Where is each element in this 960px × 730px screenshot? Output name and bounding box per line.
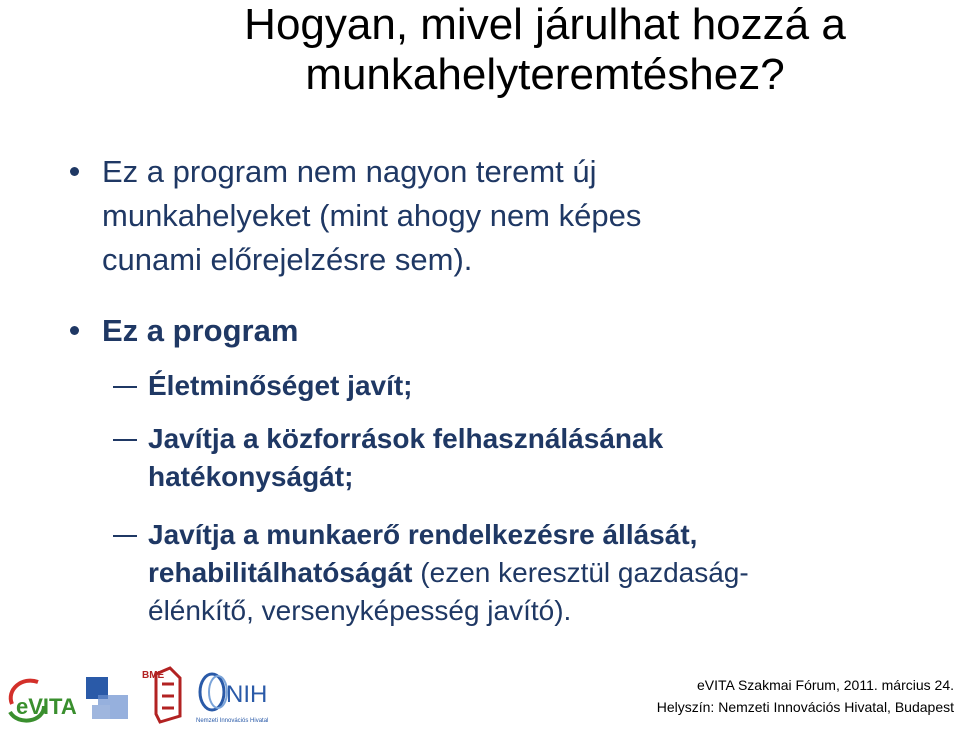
sub-bullet-3-line bbox=[148, 554, 908, 592]
sub-bullet-3-rest: (ezen keresztül gazdaság- bbox=[412, 557, 749, 588]
sub-bullet-3-line: élénkítő, versenyképesség javító). bbox=[148, 595, 572, 626]
logo-strip bbox=[0, 660, 300, 729]
bullet-dot bbox=[70, 326, 79, 335]
bme-logo bbox=[140, 664, 188, 726]
partner-logo bbox=[84, 675, 134, 725]
evita-logo-text: eVITA bbox=[16, 694, 77, 719]
bullet-2-text: Ez a program bbox=[102, 313, 299, 348]
sub-bullet-3-line: Javítja a munkaerő rendelkezésre állását, bbox=[148, 519, 698, 550]
sub-bullet-2 bbox=[148, 420, 908, 496]
slide-title bbox=[150, 0, 940, 100]
sub-bullet-3-bold-term: rehabilitálhatóságát bbox=[148, 557, 413, 588]
sub-bullet-dash bbox=[113, 439, 137, 441]
footer bbox=[657, 674, 954, 718]
nih-logo bbox=[194, 664, 290, 726]
sub-bullet-1 bbox=[148, 367, 908, 405]
sub-bullet-1-line: Életminőséget javít; bbox=[148, 370, 413, 401]
sub-bullet-dash bbox=[113, 535, 137, 537]
sub-bullet-2-line: hatékonyságát; bbox=[148, 461, 354, 492]
bullet-1-line: Ez a program nem nagyon teremt új bbox=[102, 154, 597, 189]
sub-bullet-dash bbox=[113, 386, 137, 388]
nih-logo-text: NIH bbox=[226, 681, 268, 708]
evita-logo bbox=[4, 670, 84, 730]
footer-event: eVITA Szakmai Fórum, 2011. március 24. bbox=[696, 677, 954, 693]
bullet-1-text bbox=[102, 150, 882, 282]
bme-logo-text: BME bbox=[142, 670, 165, 681]
nih-logo-subtitle: Nemzeti Innovációs Hivatal bbox=[196, 718, 269, 724]
bullet-dot bbox=[70, 167, 79, 176]
bullet-1-line: cunami előrejelzésre sem). bbox=[102, 242, 473, 277]
sub-bullet-2-line: Javítja a közforrások felhasználásának bbox=[148, 423, 664, 454]
title-line-2: munkahelyteremtéshez? bbox=[305, 50, 785, 99]
sub-bullet-3 bbox=[148, 516, 908, 630]
bullet-1-line: munkahelyeket (mint ahogy nem képes bbox=[102, 198, 642, 233]
footer-venue: Helyszín: Nemzeti Innovációs Hivatal, Budapest bbox=[656, 699, 954, 715]
title-line-1: Hogyan, mivel járulhat hozzá a bbox=[244, 0, 846, 49]
